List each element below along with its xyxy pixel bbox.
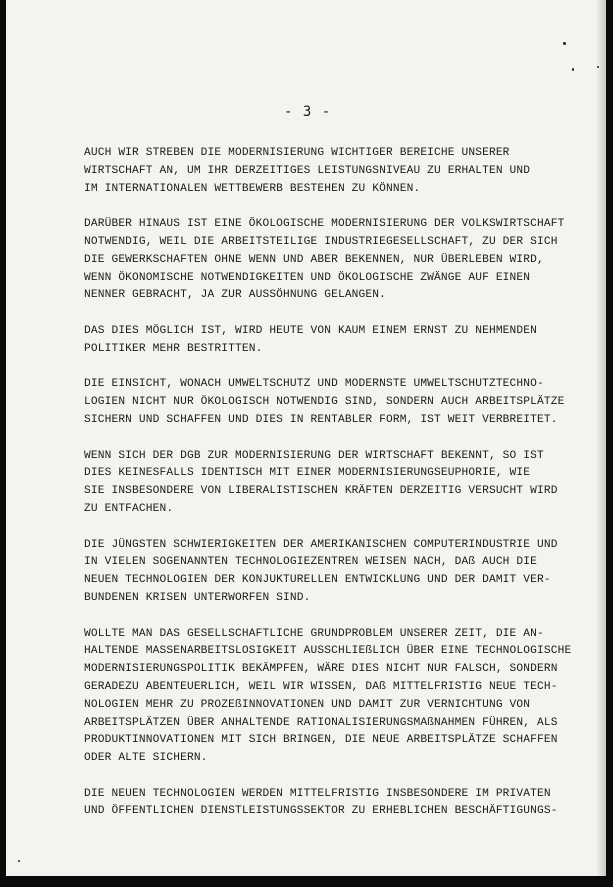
text-line: DAS DIES MÖGLICH IST, WIRD HEUTE VON KAUM EINEM ERNST ZU NEHMENDEN: [84, 324, 537, 337]
text-line: DIE JÜNGSTEN SCHWIERIGKEITEN DER AMERIKANISCHEN COMPUTERINDUSTRIE UND: [84, 538, 558, 551]
paragraph-8: [84, 786, 589, 822]
text-line: ODER ALTE SICHERN.: [84, 752, 208, 765]
scan-speck: [597, 66, 599, 68]
text-line: SICHERN UND SCHAFFEN UND DIES IN RENTABLER FORM, IST WEIT VERBREITET.: [84, 413, 558, 426]
scan-speck: [563, 42, 566, 45]
text-line: NOLOGIEN MEHR ZU PROZEßINNOVATIONEN UND DAMIT ZUR VERNICHTUNG VON: [84, 698, 531, 711]
text-line: WIRTSCHAFT AN, UM IHR DERZEITIGES LEISTUNGSNIVEAU ZU ERHALTEN UND: [84, 164, 531, 177]
text-line: WENN ÖKONOMISCHE NOTWENDIGKEITEN UND ÖKOLOGISCHE ZWÄNGE AUF EINEN: [84, 271, 531, 284]
text-line: DIE GEWERKSCHAFTEN OHNE WENN UND ABER BEKENNEN, NUR ÜBERLEBEN WIRD,: [84, 253, 544, 266]
text-line: WENN SICH DER DGB ZUR MODERNISIERUNG DER WIRTSCHAFT BEKENNT, SO IST: [84, 449, 544, 462]
paragraph-7: [84, 626, 589, 768]
paragraph-2: [84, 216, 589, 305]
text-line: NENNER GEBRACHT, JA ZUR AUSSÖHNUNG GELANGEN.: [84, 289, 386, 302]
text-line: GERADEZU ABENTEUERLICH, WEIL WIR WISSEN, DAß MITTELFRISTIG NEUE TECH-: [84, 680, 558, 693]
text-line: LOGIEN NICHT NUR ÖKOLOGISCH NOTWENDIG SIND, SONDERN AUCH ARBEITSPLÄTZE: [84, 396, 565, 409]
text-line: DIES KEINESFALLS IDENTISCH MIT EINER MODERNISIERUNGSEUPHORIE, WIE: [84, 467, 531, 480]
body-text: [84, 145, 589, 839]
paragraph-4: [84, 376, 589, 429]
text-line: IN VIELEN SOGENANNTEN TECHNOLOGIEZENTREN WEISEN NACH, DAß AUCH DIE: [84, 556, 537, 569]
text-line: MODERNISIERUNGSPOLITIK BEKÄMPFEN, WÄRE DIES NICHT NUR FALSCH, SONDERN: [84, 663, 558, 676]
scan-speck: [572, 68, 574, 71]
text-line: UND ÖFFENTLICHEN DIENSTLEISTUNGSSEKTOR ZU ERHEBLICHEN BESCHÄFTIGUNGS-: [84, 805, 558, 818]
text-line: ARBEITSPLÄTZEN ÜBER ANHALTENDE RATIONALISIERUNGSMAßNAHMEN FÜHREN, ALS: [84, 716, 558, 729]
paragraph-3: [84, 323, 589, 359]
page-number: - 3 -: [284, 104, 332, 120]
text-line: NOTWENDIG, WEIL DIE ARBEITSTEILIGE INDUSTRIEGESELLSCHAFT, ZU DER SICH: [84, 235, 558, 248]
text-line: DIE NEUEN TECHNOLOGIEN WERDEN MITTELFRISTIG INSBESONDERE IM PRIVATEN: [84, 787, 551, 800]
text-line: HALTENDE MASSENARBEITSLOSIGKEIT AUSSCHLIEßLICH ÜBER EINE TECHNOLOGISCHE: [84, 645, 572, 658]
paragraph-1: [84, 145, 589, 198]
text-line: DIE EINSICHT, WONACH UMWELTSCHUTZ UND MODERNSTE UMWELTSCHUTZTECHNO-: [84, 378, 544, 391]
scan-speck: [18, 860, 20, 862]
document-page: [6, 0, 606, 876]
text-line: SIE INSBESONDERE VON LIBERALISTISCHEN KRÄFTEN DERZEITIG VERSUCHT WIRD: [84, 485, 558, 498]
text-line: DARÜBER HINAUS IST EINE ÖKOLOGISCHE MODERNISIERUNG DER VOLKSWIRTSCHAFT: [84, 218, 565, 231]
text-line: PRODUKTINNOVATIONEN MIT SICH BRINGEN, DIE NEUE ARBEITSPLÄTZE SCHAFFEN: [84, 734, 558, 747]
text-line: BUNDENEN KRISEN UNTERWORFEN SIND.: [84, 591, 311, 604]
paragraph-5: [84, 448, 589, 519]
text-line: AUCH WIR STREBEN DIE MODERNISIERUNG WICHTIGER BEREICHE UNSERER: [84, 147, 510, 159]
text-line: ZU ENTFACHEN.: [84, 502, 174, 515]
page-edge-shadow: [596, 0, 606, 876]
text-line: IM INTERNATIONALEN WETTBEWERB BESTEHEN ZU KÖNNEN.: [84, 182, 421, 195]
paragraph-6: [84, 537, 589, 608]
text-line: POLITIKER MEHR BESTRITTEN.: [84, 342, 263, 355]
text-line: WOLLTE MAN DAS GESELLSCHAFTLICHE GRUNDPROBLEM UNSERER ZEIT, DIE AN-: [84, 627, 544, 640]
text-line: NEUEN TECHNOLOGIEN DER KONJUKTURELLEN ENTWICKLUNG UND DER DAMIT VER-: [84, 574, 551, 587]
